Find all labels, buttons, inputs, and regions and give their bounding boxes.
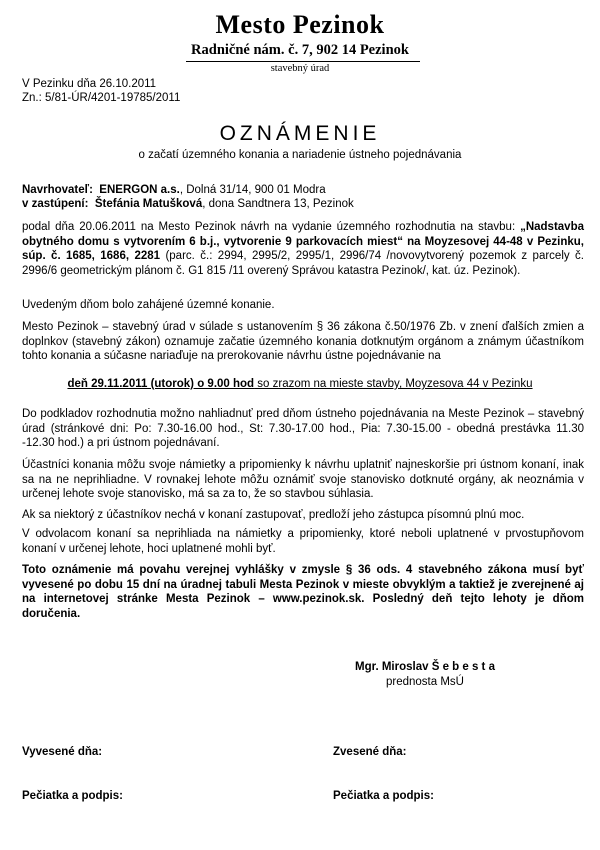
- project-name: „Nadstavba obytného domu s vytvorením 6 b.j., vytvorenie 9 parkovacích miest“ na Moyzesovej 44-48 v Pezinku, súp. č. 1685, 1686, 2281: [22, 221, 584, 263]
- paragraph-notification: Mesto Pezinok – stavebný úrad v súlade s ustanovením § 36 zákona č.50/1976 Zb. v znení ďalších zmien a doplnkov (stavebný zákon) oznamuje začatie územného konania dotknutým orgánom a známym účastníkom tohto konania a súčasne nariaďuje na prerokovanie návrhu ústne pojednávanie na: [22, 321, 584, 363]
- stamp-signature-right-label: Pečiatka a podpis:: [333, 790, 434, 802]
- removed-date-label: Zvesené dňa:: [333, 746, 407, 758]
- paragraph-application: [22, 220, 584, 278]
- applicant-label: Navrhovateľ:: [22, 184, 93, 196]
- paragraph-objections: Účastníci konania môžu svoje námietky a pripomienky k návrhu uplatniť najneskoršie pri ústnom konaní, inak sa na ne neprihliadne. V rovnakej lehote môžu oznámiť svoje stanovisko dotknuté orgány, ak neoznámia v určenej lehote svoje stanovisko, má sa za to, že so stavbou súhlasia.: [22, 459, 584, 501]
- header-divider: [186, 61, 420, 62]
- header-title: Mesto Pezinok: [215, 10, 385, 39]
- application-text-end: (parc. č.: 2994, 2995/2, 2995/1, 2996/74 /novovytvorený pozemok z parcely č. 2996/6 geometrickým plánom č. G1 815 /11 overený Správou katastra Pezinok/, kat. úz. Pezinok).: [22, 250, 584, 277]
- signatory-name: Mgr. Miroslav Š e b e s t a: [355, 661, 495, 673]
- representative-label: v zastúpení:: [22, 198, 89, 210]
- signatory-role: prednosta MsÚ: [386, 676, 464, 688]
- posted-date-label: Vyvesené dňa:: [22, 746, 103, 758]
- hearing-date-wrap: [67, 378, 532, 390]
- paragraph-office-hours: Do podkladov rozhodnutia možno nahliadnuť pred dňom ústneho pojednávania na Meste Pezinok – stavebný úrad (stránkové dni: Po: 7.30-16.00 hod., St: 7.30-17.00 hod., Pia: 7.30-15.00 - obedná prestávka 11.30 -12.30 hod.) a pri ústnom pojednávaní.: [22, 408, 584, 450]
- hearing-date-line: [0, 378, 600, 390]
- representative-line: [22, 198, 354, 210]
- document-subtitle: o začatí územného konania a nariadenie ústneho pojednávania: [138, 149, 462, 161]
- application-text-start: podal dňa 20.06.2011 na Mesto Pezinok návrh na vydanie územného rozhodnutia na stavbu:: [22, 221, 521, 233]
- representative-address: , dona Sandtnera 13, Pezinok: [202, 198, 354, 210]
- header-department: stavebný úrad: [270, 63, 330, 74]
- paragraph-representation: Ak sa niektorý z účastníkov nechá v konaní zastupovať, predloží jeho zástupca písomnú plnú moc.: [22, 509, 525, 521]
- document-title: OZNÁMENIE: [219, 122, 381, 145]
- header-address: Radničné nám. č. 7, 902 14 Pezinok: [191, 42, 409, 58]
- applicant-line: [22, 184, 326, 196]
- representative-name: Štefánia Matušková: [94, 198, 203, 210]
- applicant-name: ENERGON a.s.: [99, 184, 180, 196]
- reference-number: Zn.: 5/81-ÚR/4201-19785/2011: [22, 92, 181, 104]
- paragraph-appeal: V odvolacom konaní sa neprihliada na námietky a pripomienky, ktoré neboli uplatnené v prvostupňovom konaní v určenej lehote, hoci uplatnené mohli byť.: [22, 528, 584, 555]
- stamp-signature-left-label: Pečiatka a podpis:: [22, 790, 123, 802]
- date-line: V Pezinku dňa 26.10.2011: [22, 78, 157, 90]
- paragraph-public-notice: Toto oznámenie má povahu verejnej vyhlášky v zmysle § 36 ods. 4 stavebného zákona musí byť vyvesené po dobu 15 dní na úradnej tabuli Mesta Pezinok v mieste obvyklým a taktiež je zverejnené aj na internetovej stránke Mesta Pezinok – www.pezinok.sk. Posledný deň tejto lehoty je dňom doručenia.: [22, 564, 584, 620]
- paragraph-proceedings-started: Uvedeným dňom bolo zahájené územné konanie.: [22, 299, 275, 311]
- hearing-date: deň 29.11.2011 (utorok) o 9.00 hod: [67, 378, 255, 390]
- applicant-address: , Dolná 31/14, 900 01 Modra: [179, 184, 326, 196]
- hearing-location: so zrazom na mieste stavby, Moyzesova 44 v Pezinku: [254, 378, 533, 390]
